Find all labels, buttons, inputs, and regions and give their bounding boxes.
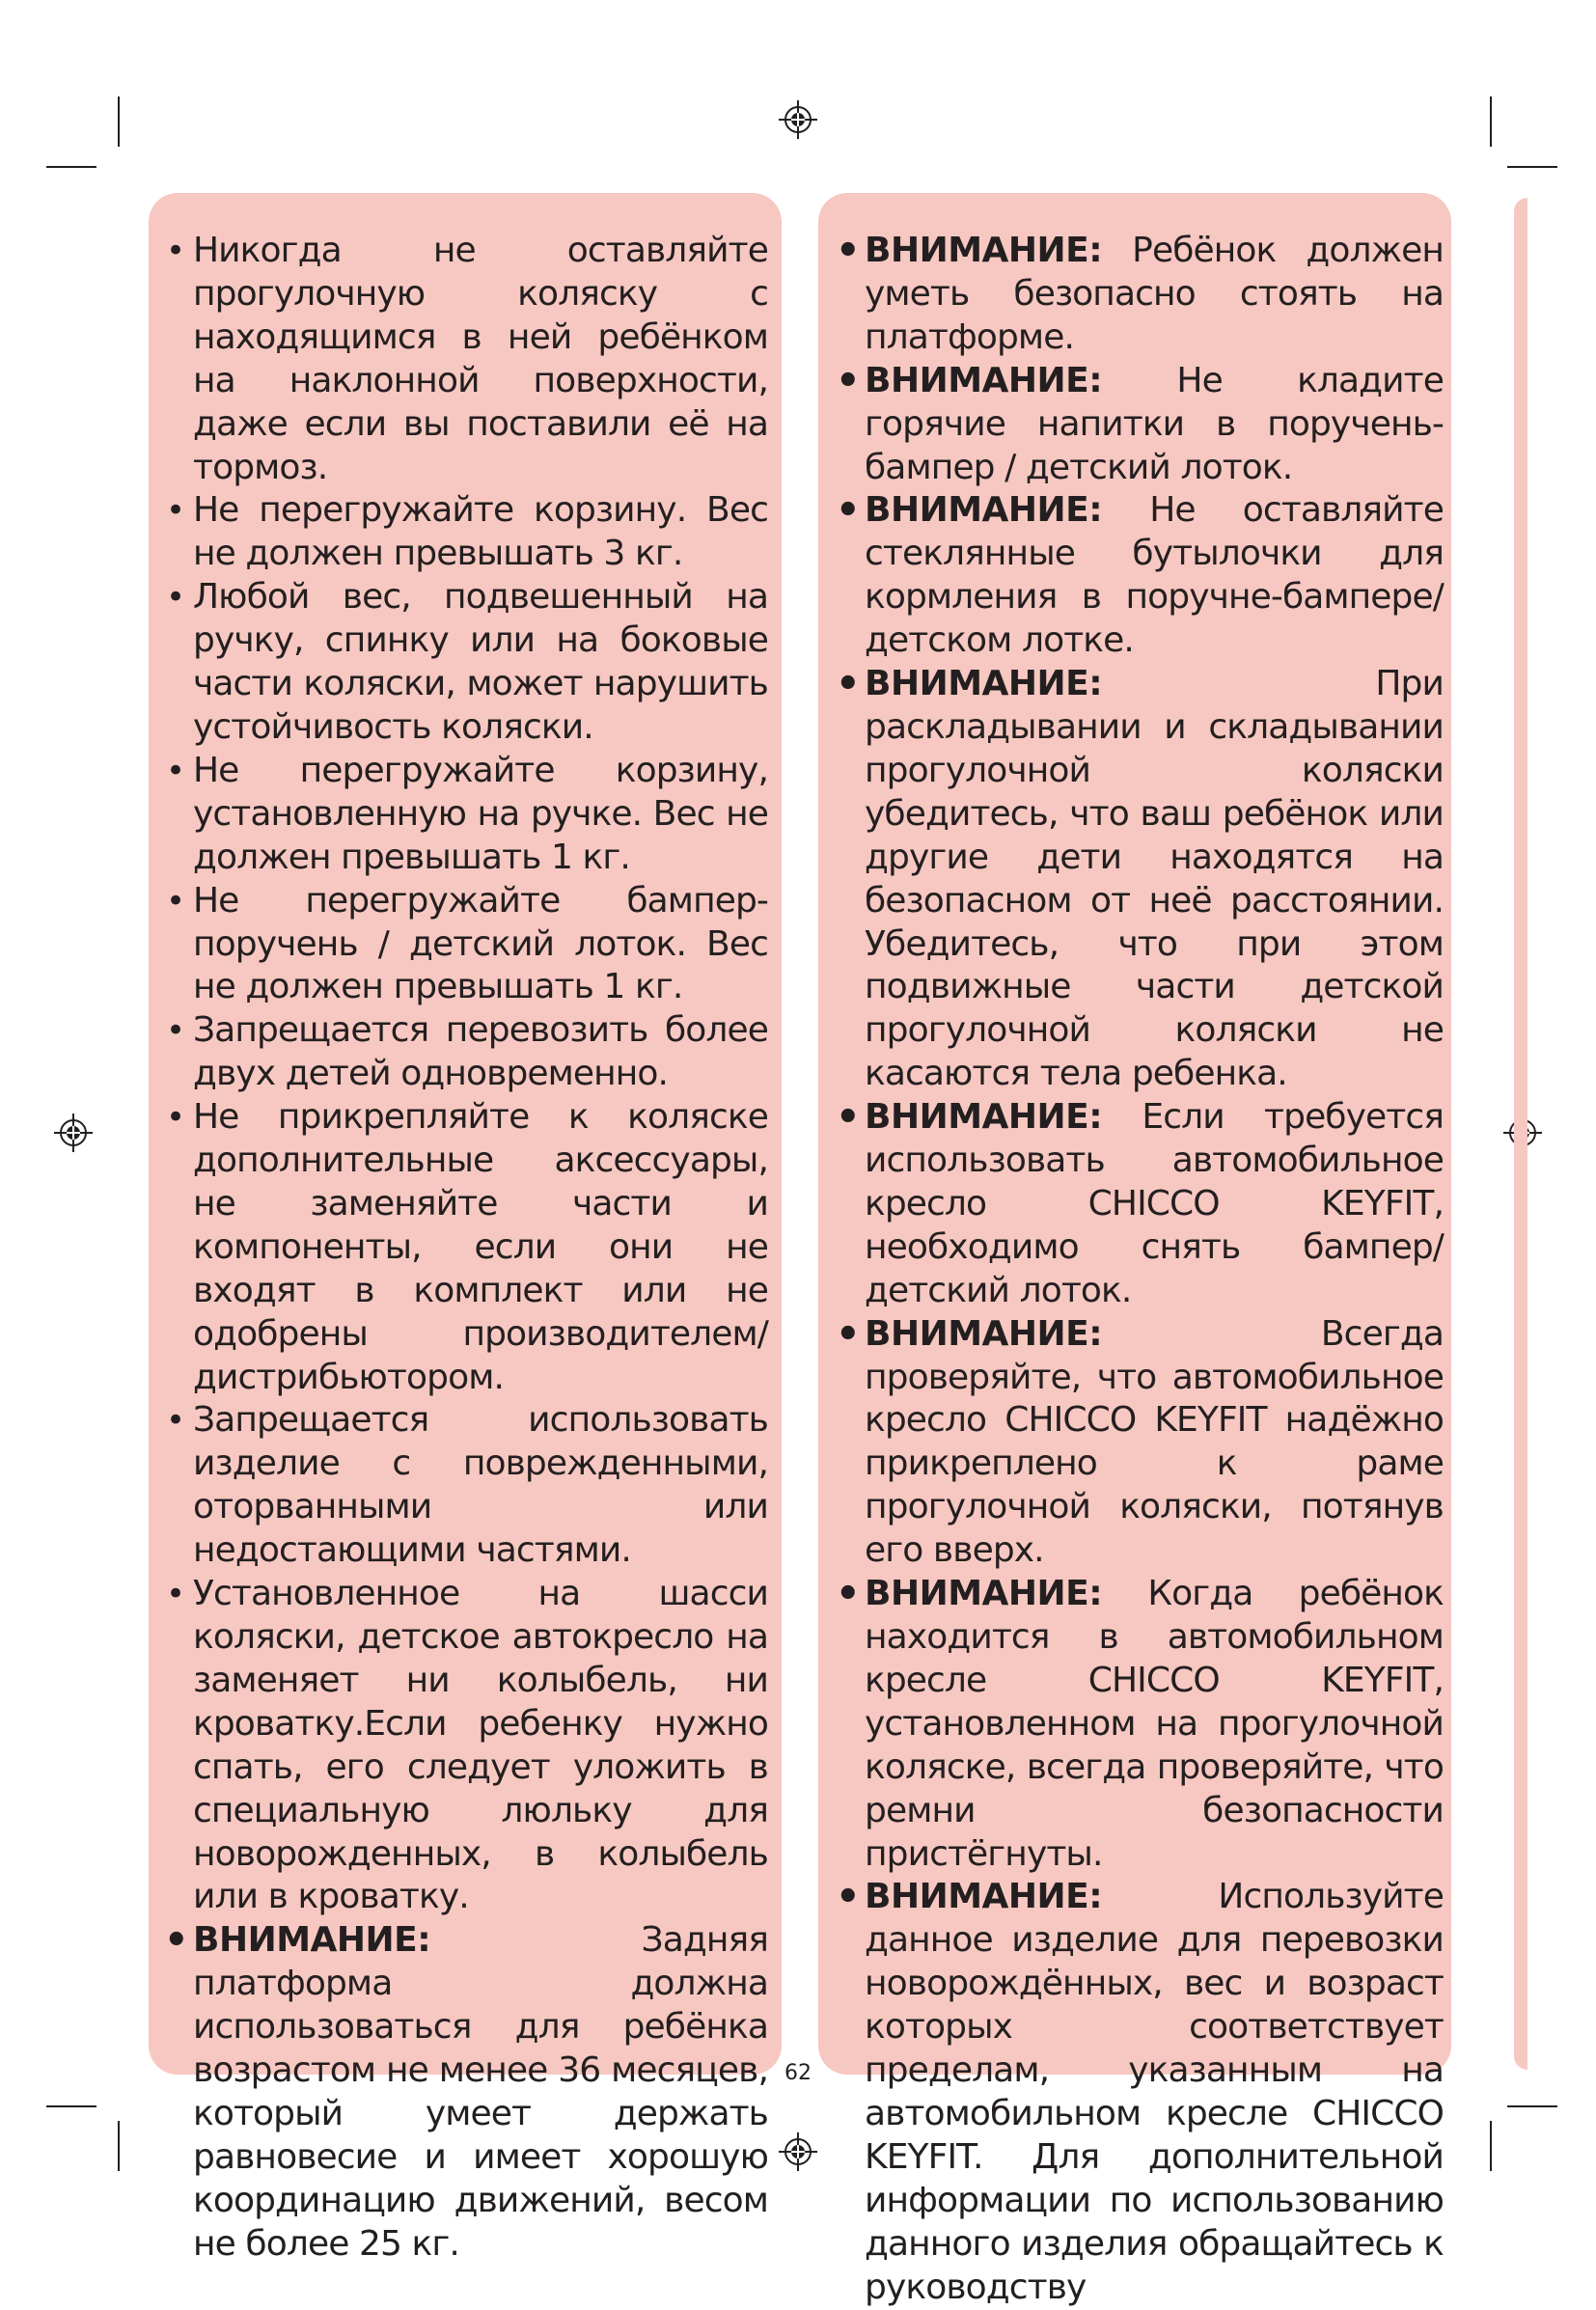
list-item xyxy=(160,1573,768,1919)
item-text: Не прикрепляйте к коляске дополнительные аксессуары, не заменяйте части и компоненты, если они не входят в комплект или не одобрены производителем/ дистрибьютором. xyxy=(193,1097,768,1397)
list-item xyxy=(160,576,768,750)
bullet-icon: • xyxy=(836,662,860,707)
warning-label: ВНИМАНИЕ: xyxy=(865,1097,1103,1138)
bullet-icon: • xyxy=(166,751,185,790)
item-text: Не перегружайте корзину. Вес не должен превышать 3 кг. xyxy=(193,490,768,574)
item-text: При раскладывании и складывании прогулочной коляски убедитесь, что ваш ребёнок или другие дети находятся на безопасном от неё расстоянии. Убедитесь, что при этом подвижные части детской прогулочной коляски не касаются тела ребенка. xyxy=(865,664,1444,1094)
crop-mark-top-left-h xyxy=(46,166,96,168)
bullet-icon: • xyxy=(166,1011,185,1051)
crop-mark-top-right-v xyxy=(1490,96,1492,147)
bullet-icon: • xyxy=(166,881,185,921)
item-text: Любой вес, подвешенный на ручку, спинку или на боковые части коляски, может нарушить устойчивость коляски. xyxy=(193,577,768,747)
list-item xyxy=(160,1096,768,1399)
warning-label: ВНИМАНИЕ: xyxy=(865,1877,1103,1917)
registration-mark-left-icon xyxy=(54,1114,93,1152)
item-text: Не оставляйте стеклянные бутылочки для кормления в поручне-бампере/ детском лотке. xyxy=(865,490,1444,661)
warning-label: ВНИМАНИЕ: xyxy=(865,664,1103,704)
item-text: Используйте данное изделие для перевозки новорождённых, вес и возраст которых соответствует пределам, указанным на автомобильном кресле CHICCO KEYFIT. Для дополнительной информации по использованию данного изделия обращайтесь к руководству xyxy=(865,1877,1444,2307)
bullet-icon: • xyxy=(166,491,185,531)
crop-mark-bottom-right-h xyxy=(1507,2105,1557,2107)
crop-mark-top-left-v xyxy=(118,96,120,147)
bullet-icon: • xyxy=(166,1098,185,1138)
bullet-icon: • xyxy=(166,1401,185,1441)
bullet-icon: • xyxy=(836,1095,860,1141)
bullet-icon: • xyxy=(166,1575,185,1614)
bullet-icon: • xyxy=(836,1875,860,1920)
item-text: Не перегружайте корзину, установленную на ручке. Вес не должен превышать 1 кг. xyxy=(193,750,768,877)
right-warning-list xyxy=(832,230,1444,2310)
bullet-icon: • xyxy=(836,229,860,273)
bullet-icon: • xyxy=(164,1918,188,1964)
warning-item xyxy=(832,663,1444,1096)
warning-label: ВНИМАНИЕ: xyxy=(193,1920,431,1961)
warning-label: ВНИМАНИЕ: xyxy=(865,490,1103,531)
registration-mark-bottom-icon xyxy=(779,2132,817,2171)
warning-label: ВНИМАНИЕ: xyxy=(865,360,1103,400)
bullet-icon: • xyxy=(166,578,185,618)
item-text: Запрещается перевозить более двух детей одновременно. xyxy=(193,1010,768,1094)
left-column-panel xyxy=(149,193,782,2264)
crop-mark-bottom-left-v xyxy=(118,2121,120,2171)
warning-item xyxy=(832,360,1444,490)
warning-item xyxy=(832,1573,1444,1876)
registration-mark-top-icon xyxy=(779,100,817,139)
item-text: Всегда проверяйте, что автомобильное кресло CHICCO KEYFIT надёжно прикреплено к раме прогулочной коляски, потянув его вверх. xyxy=(865,1313,1444,1571)
warning-item xyxy=(160,1919,768,2266)
list-item xyxy=(160,1009,768,1096)
warning-item xyxy=(832,1876,1444,2309)
list-item xyxy=(160,489,768,576)
crop-mark-bottom-left-h xyxy=(46,2105,96,2107)
page-number: 62 xyxy=(784,2061,812,2085)
item-text: Ребёнок должен уметь безопасно стоять на платформе. xyxy=(865,231,1444,357)
warning-label: ВНИМАНИЕ: xyxy=(865,1313,1103,1354)
next-page-panel-edge xyxy=(1514,198,1527,2070)
item-text: Установленное на шасси коляски, детское автокресло на заменяет ни колыбель, ни кроватку.Если ребенку нужно спать, его следует уложить в специальную люльку для новорожденных, в колыбель или в кроватку. xyxy=(193,1574,768,1917)
crop-mark-top-right-h xyxy=(1507,166,1557,168)
warning-label: ВНИМАНИЕ: xyxy=(865,231,1103,270)
list-item xyxy=(160,880,768,1010)
item-text: Никогда не оставляйте прогулочную коляску с находящимся в ней ребёнком на наклонной поверхности, даже если вы поставили её на тормоз. xyxy=(193,231,768,487)
item-text: Запрещается использовать изделие с поврежденными, оторванными или недостающими частями. xyxy=(193,1400,768,1571)
left-safety-list xyxy=(160,230,768,2267)
crop-mark-bottom-right-v xyxy=(1490,2121,1492,2171)
list-item xyxy=(160,1399,768,1573)
item-text: Если требуется использовать автомобильное кресло CHICCO KEYFIT, необходимо снять бампер/детский лоток. xyxy=(865,1097,1444,1310)
warning-item xyxy=(832,1313,1444,1573)
bullet-icon: • xyxy=(166,232,185,270)
warning-item xyxy=(832,489,1444,663)
right-column-panel xyxy=(818,193,1451,2307)
bullet-icon: • xyxy=(836,1311,860,1357)
bullet-icon: • xyxy=(836,1572,860,1617)
warning-label: ВНИМАНИЕ: xyxy=(865,1574,1103,1614)
list-item xyxy=(160,230,768,489)
item-text: Не кладите горячие напитки в поручень-бампер / детский лоток. xyxy=(865,360,1444,487)
bullet-icon: • xyxy=(836,358,860,403)
warning-item xyxy=(832,230,1444,360)
item-text: Не перегружайте бампер-поручень / детский лоток. Вес не должен превышать 1 кг. xyxy=(193,880,768,1007)
item-text: Задняя платформа должна использоваться для ребёнка возрастом не менее 36 месяцев, который умеет держать равновесие и имеет хорошую координацию движений, весом не более 25 кг. xyxy=(193,1920,768,2264)
warning-item xyxy=(832,1096,1444,1313)
item-text: Когда ребёнок находится в автомобильном кресле CHICCO KEYFIT, установленном на прогулочной коляске, всегда проверяйте, что ремни безопасности пристёгнуты. xyxy=(865,1574,1444,1874)
list-item xyxy=(160,750,768,880)
bullet-icon: • xyxy=(836,488,860,534)
